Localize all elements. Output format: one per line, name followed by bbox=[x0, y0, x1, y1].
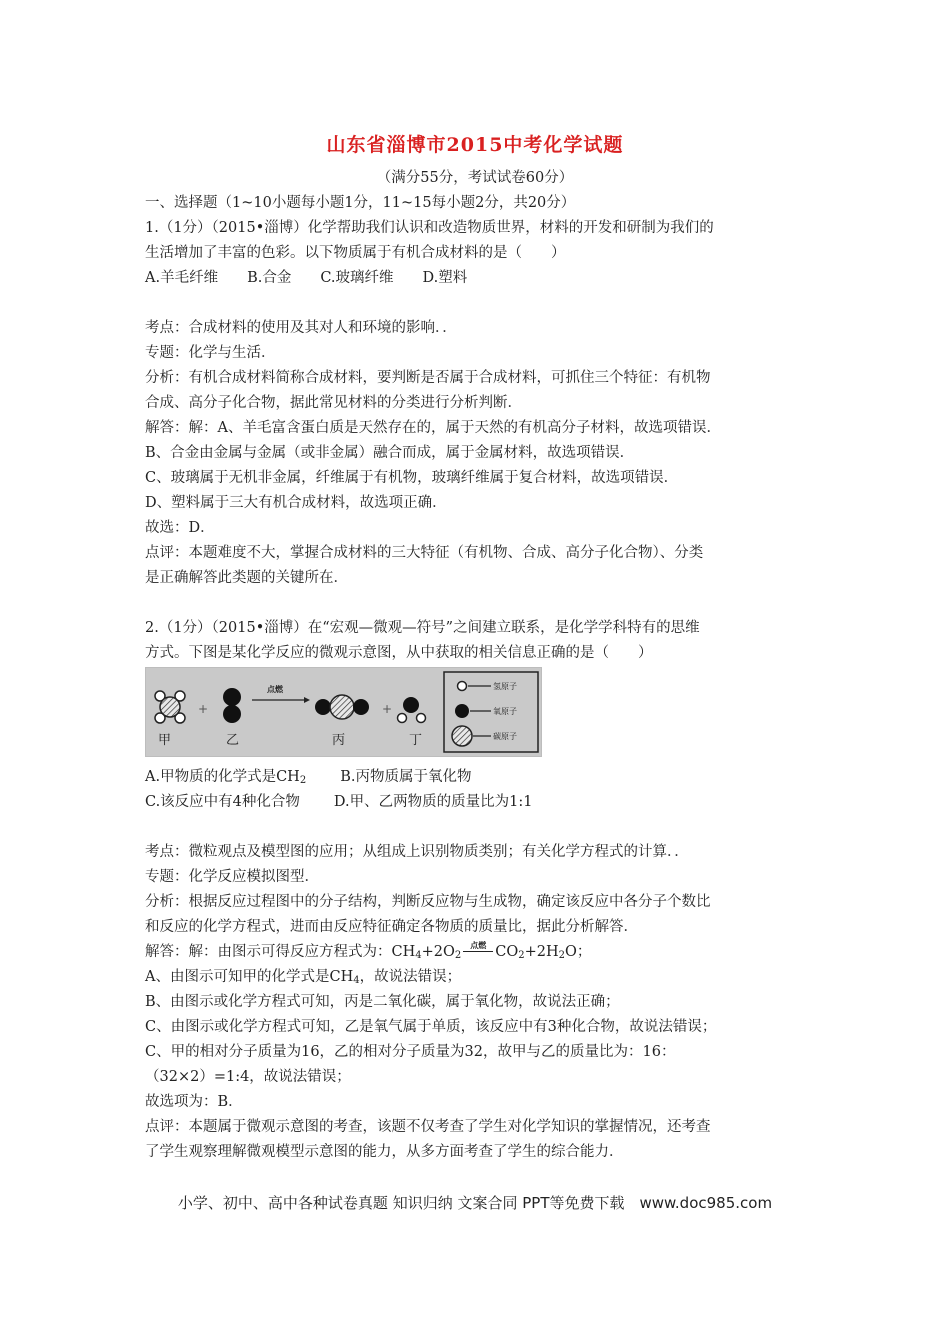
q2-analysis-b: B、由图示或化学方程式可知，丙是二氧化碳，属于氧化物，故说法正确； bbox=[145, 994, 620, 1010]
q1-options: A.羊毛纤维 B.合金 C.玻璃纤维 D.塑料 bbox=[145, 270, 468, 286]
page-footer: 小学、初中、高中各种试卷真题 知识归纳 文案合同 PPT等免费下载 www.doc985.com bbox=[177, 1194, 773, 1212]
plus-sign-1: + bbox=[198, 702, 209, 716]
hydrogen-legend-icon bbox=[458, 682, 467, 691]
carbon-dioxide-molecule bbox=[315, 695, 369, 719]
q2-option-a: A.甲物质的化学式是$CH_2$ bbox=[145, 769, 307, 786]
reaction-diagram bbox=[145, 667, 542, 757]
water-molecule bbox=[398, 697, 426, 723]
q1-jieda-line1: 解答：解：A、羊毛富含蛋白质是天然存在的，属于天然的有机高分子材料，故选项错误． bbox=[145, 420, 721, 436]
q2-kaodian: 考点：微粒观点及模型图的应用；从组成上识别物质类别；有关化学方程式的计算．． bbox=[145, 844, 689, 860]
q2-answer: 故选项为：B． bbox=[145, 1094, 243, 1110]
q2-fenxi-line2: 和反应的化学方程式，进而由反应特征确定各物质的质量比，据此分析解答． bbox=[145, 919, 638, 935]
methane-molecule bbox=[155, 691, 185, 723]
q2-analysis-a: A、由图示可知甲的化学式是$CH_4$，故说法错误； bbox=[145, 969, 462, 986]
label-bing: 丙 bbox=[332, 733, 346, 748]
q2-options-row2 bbox=[145, 792, 810, 812]
label-ding: 丁 bbox=[409, 733, 423, 748]
carbon-legend-icon bbox=[452, 726, 472, 746]
section-heading: 一、选择题（1~10小题每小题1分，11~15每小题2分，共20分） bbox=[145, 195, 576, 211]
q2-option-b: B.丙物质属于氧化物 bbox=[340, 769, 472, 785]
arrow-condition: 点燃 bbox=[267, 685, 283, 694]
label-yi: 乙 bbox=[226, 733, 240, 748]
q1-stem-line2: 生活增加了丰富的色彩。以下物质属于有机合成材料的是（ ） bbox=[145, 245, 566, 261]
q2-dianping-line1: 点评：本题属于微观示意图的考查，该题不仅考查了学生对化学知识的掌握情况，还考查 bbox=[145, 1119, 711, 1135]
q1-dianping-line2: 是正确解答此类题的关键所在． bbox=[145, 570, 348, 586]
reaction-condition: 点燃 bbox=[461, 943, 495, 959]
q1-kaodian: 考点：合成材料的使用及其对人和环境的影响．． bbox=[145, 320, 457, 336]
exam-info: （满分55分，考试试卷60分） bbox=[376, 170, 574, 186]
q2-equation-line: 解答：解：由图示可得反应方程式为：$CH_4+2O_2$ 点燃 $CO_2+2H_2O$； bbox=[145, 940, 592, 961]
q2-dianping-line2: 了学生观察理解微观模型示意图的能力，从多方面考查了学生的综合能力． bbox=[145, 1144, 624, 1160]
q1-jieda-line4: D、塑料属于三大有机合成材料，故选项正确． bbox=[145, 495, 447, 511]
legend-oxygen: 氧原子 bbox=[493, 707, 517, 716]
q1-fenxi-line1: 分析：有机合成材料简称合成材料，要判断是否属于合成材料，可抓住三个特征：有机物 bbox=[145, 370, 711, 386]
q2-stem-line2: 方式。下图是某化学反应的微观示意图，从中获取的相关信息正确的是（ ） bbox=[145, 645, 653, 661]
q1-jieda-line2: B、合金由金属与金属（或非金属）融合而成，属于金属材料，故选项错误． bbox=[145, 445, 635, 461]
q2-fenxi-line1: 分析：根据反应过程图中的分子结构，判断反应物与生成物，确定该反应中各分子个数比 bbox=[145, 894, 711, 910]
q2-analysis-c3: （32×2）=1:4，故说法错误； bbox=[145, 1069, 351, 1085]
q2-analysis-c2: C、甲的相对分子质量为16，乙的相对分子质量为32，故甲与乙的质量比为：16： bbox=[145, 1044, 676, 1060]
q1-answer: 故选：D． bbox=[145, 520, 215, 536]
reaction-diagram-svg bbox=[146, 668, 541, 756]
page-title: 山东省淄博市2015中考化学试题 bbox=[326, 134, 624, 156]
q2-options-row1 bbox=[145, 767, 810, 791]
label-jia: 甲 bbox=[158, 733, 172, 748]
q2-option-c: C.该反应中有4种化合物 bbox=[145, 794, 300, 810]
q1-fenxi-line2: 合成、高分子化合物，据此常见材料的分类进行分析判断． bbox=[145, 395, 522, 411]
q2-stem-line1: 2.（1分）（2015•淄博）在“宏观—微观—符号”之间建立联系，是化学学科特有的思维 bbox=[145, 620, 700, 636]
q1-dianping-line1: 点评：本题难度不大，掌握合成材料的三大特征（有机物、合成、高分子化合物）、分类 bbox=[145, 545, 704, 561]
q2-zhuanti: 专题：化学反应模拟图型． bbox=[145, 869, 319, 885]
q1-jieda-line3: C、玻璃属于无机非金属，纤维属于有机物，玻璃纤维属于复合材料，故选项错误． bbox=[145, 470, 679, 486]
q2-analysis-c1: C、由图示或化学方程式可知，乙是氧气属于单质，该反应中有3种化合物，故说法错误； bbox=[145, 1019, 717, 1035]
plus-sign-2: + bbox=[382, 702, 393, 716]
legend-carbon: 碳原子 bbox=[493, 732, 517, 741]
legend-hydrogen: 氢原子 bbox=[493, 682, 517, 691]
q1-stem-line1: 1.（1分）（2015•淄博）化学帮助我们认识和改造物质世界，材料的开发和研制为我们的 bbox=[145, 220, 714, 236]
q2-option-d: D.甲、乙两物质的质量比为1:1 bbox=[333, 794, 533, 810]
q1-zhuanti: 专题：化学与生活． bbox=[145, 345, 276, 361]
oxygen-molecule bbox=[223, 688, 241, 723]
oxygen-legend-icon bbox=[455, 704, 469, 718]
